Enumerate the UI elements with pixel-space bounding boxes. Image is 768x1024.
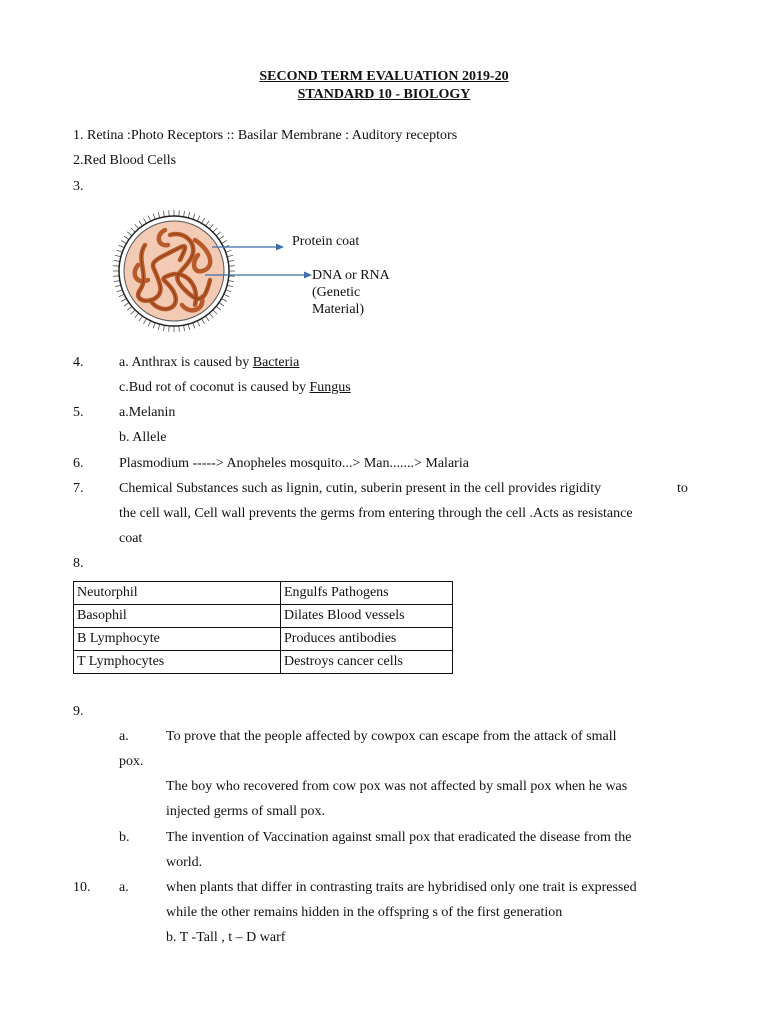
label-dna-rna: DNA or RNA (Genetic Material) xyxy=(312,268,390,317)
table-row xyxy=(74,582,453,605)
answer-9a-line-1: To prove that the people affected by cowpox can escape from the attack of small xyxy=(166,729,617,744)
answer-7-line-3: coat xyxy=(119,531,143,546)
answer-2: 2.Red Blood Cells xyxy=(73,153,177,168)
answer-10b: b. T -Tall , t – D warf xyxy=(166,930,286,945)
virus-diagram xyxy=(110,205,330,340)
dna-arrowhead xyxy=(304,272,312,279)
answer-9a-line-4: injected germs of small pox. xyxy=(166,804,326,819)
answer-5b: b. Allele xyxy=(119,430,167,445)
question-5-number: 5. xyxy=(73,405,84,420)
title-line-2: STANDARD 10 - BIOLOGY xyxy=(297,87,471,102)
answer-4c: c.Bud rot of coconut is caused by Fungus xyxy=(119,380,351,395)
question-4-number: 4. xyxy=(73,355,84,370)
question-3-number: 3. xyxy=(73,179,84,194)
label-protein-coat: Protein coat xyxy=(292,234,360,249)
question-8-number: 8. xyxy=(73,556,84,571)
answer-9b-label: b. xyxy=(119,830,130,845)
answer-9b-line-1: The invention of Vaccination against small pox that eradicated the disease from the xyxy=(166,830,632,845)
cell-name: B Lymphocyte xyxy=(74,628,281,651)
answer-9a-line-2: pox. xyxy=(119,754,144,769)
cell-name: T Lymphocytes xyxy=(74,651,281,674)
cell-function: Destroys cancer cells xyxy=(281,651,453,674)
cell-function: Engulfs Pathogens xyxy=(281,582,453,605)
title-line-1: SECOND TERM EVALUATION 2019-20 xyxy=(259,69,509,84)
answer-9a-label: a. xyxy=(119,729,129,744)
cell-function: Produces antibodies xyxy=(281,628,453,651)
cell-function: Dilates Blood vessels xyxy=(281,605,453,628)
cells-table xyxy=(73,581,453,674)
question-10-number: 10. xyxy=(73,880,91,895)
cell-name: Neutorphil xyxy=(74,582,281,605)
answer-4a: a. Anthrax is caused by Bacteria xyxy=(119,355,300,370)
protein-coat-arrowhead xyxy=(276,244,284,251)
answer-1: 1. Retina :Photo Receptors :: Basilar Membrane : Auditory receptors xyxy=(73,128,458,143)
answer-10a-line-1: when plants that differ in contrasting traits are hybridised only one trait is expressed xyxy=(166,880,637,895)
answer-5a: a.Melanin xyxy=(119,405,176,420)
table-row xyxy=(74,651,453,674)
answer-9b-line-2: world. xyxy=(166,855,203,870)
answer-10a-line-2: while the other remains hidden in the offspring s of the first generation xyxy=(166,905,563,920)
question-6-number: 6. xyxy=(73,456,84,471)
answer-10a-label: a. xyxy=(119,880,129,895)
answer-9a-line-3: The boy who recovered from cow pox was not affected by small pox when he was xyxy=(166,779,628,794)
answer-7-line-2: the cell wall, Cell wall prevents the germs from entering through the cell .Acts as resistance xyxy=(119,506,633,521)
answer-7-line-1-end: to xyxy=(677,481,688,496)
question-7-number: 7. xyxy=(73,481,84,496)
answer-7-line-1: Chemical Substances such as lignin, cutin, suberin present in the cell provides rigidity xyxy=(119,481,602,496)
answer-6: Plasmodium -----> Anopheles mosquito...> Man.......> Malaria xyxy=(119,456,469,471)
table-row xyxy=(74,628,453,651)
question-9-number: 9. xyxy=(73,704,84,719)
table-row xyxy=(74,605,453,628)
cell-name: Basophil xyxy=(74,605,281,628)
